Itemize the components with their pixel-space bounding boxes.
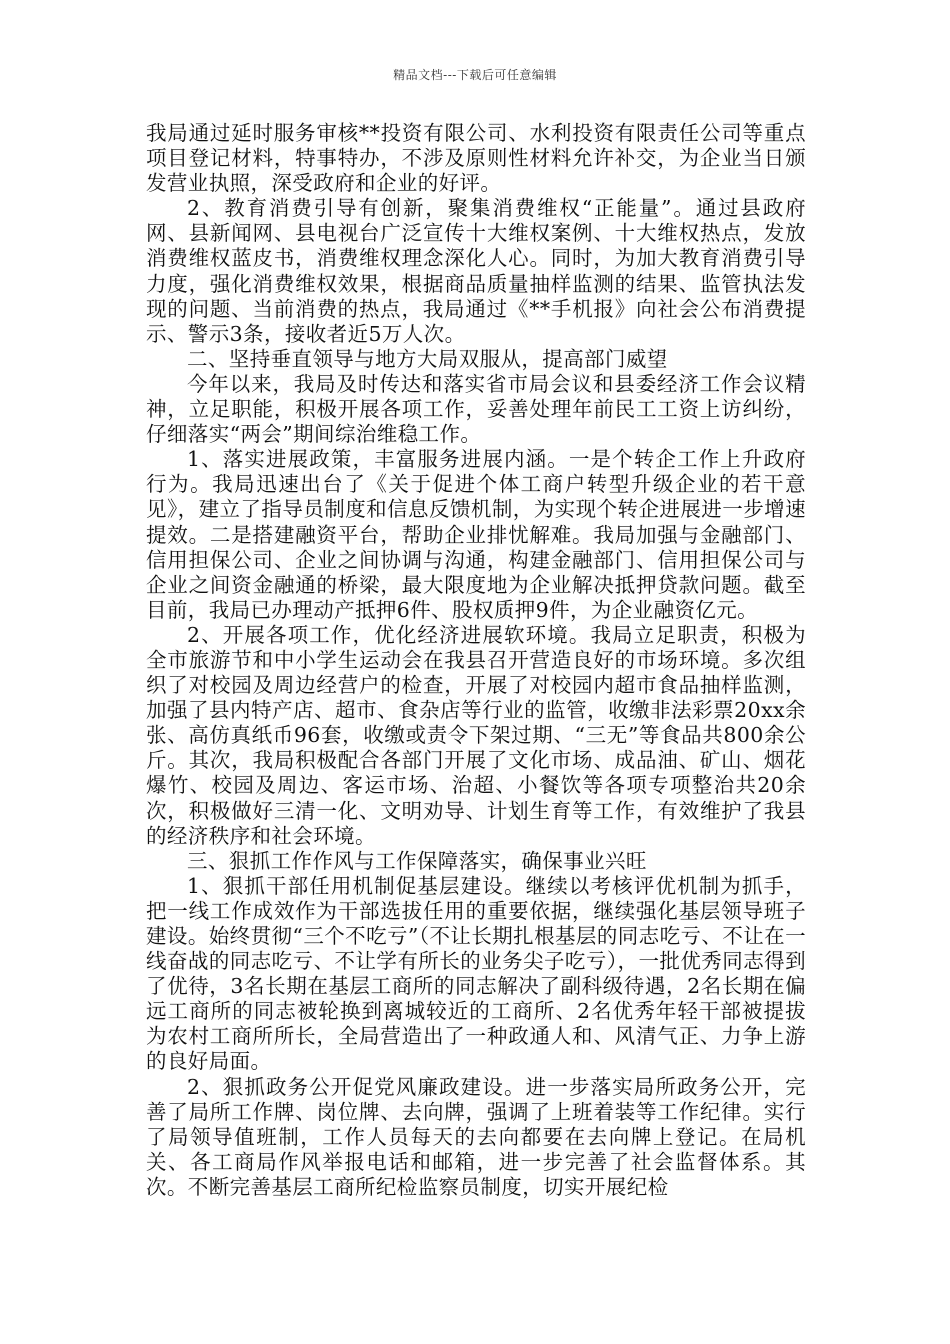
paragraph: 1、落实进展政策，丰富服务进展内涵。一是个转企工作上升政府行为。我局迅速出台了《关于促进个体工商户转型升级企业的若干意见》，建立了指导员制度和信息反馈机制，为实现个转企进展进一步增速提效。二是搭建融资平台，帮助企业排忧解难。我局加强与金融部门、信用担保公司、企业之间协调与沟通，构建金融部门、信用担保公司与企业之间资金融通的桥梁，最大限度地为企业解决抵押贷款问题。截至目前，我局已办理动产抵押6件、股权质押9件，为企业融资亿元。 xyxy=(146,447,806,622)
paragraph: 1、狠抓干部任用机制促基层建设。继续以考核评优机制为抓手，把一线工作成效作为干部选拔任用的重要依据，继续强化基层领导班子建设。始终贯彻“三个不吃亏”（不让长期扎根基层的同志吃亏、不让在一线奋战的同志吃亏、不让学有所长的业务尖子吃亏），一批优秀同志得到了优待，3名长期在基层工商所的同志解决了副科级待遇，2名长期在偏远工商所的同志被轮换到离城较近的工商所、2名优秀年轻干部被提拔为农村工商所所长，全局营造出了一种政通人和、风清气正、力争上游的良好局面。 xyxy=(146,873,806,1074)
section-heading: 二、坚持垂直领导与地方大局双服从，提高部门威望 xyxy=(187,346,668,371)
section-heading: 三、狠抓工作作风与工作保障落实，确保事业兴旺 xyxy=(187,848,647,873)
paragraph: 2、狠抓政务公开促党风廉政建设。进一步落实局所政务公开，完善了局所工作牌、岗位牌、去向牌，强调了上班着装等工作纪律。实行了局领导值班制，工作人员每天的去向都要在去向牌上登记。在局机关、各工商局作风举报电话和邮箱，进一步完善了社会监督体系。其次。不断完善基层工商所纪检监察员制度，切实开展纪检 xyxy=(146,1074,806,1199)
paragraph: 2、教育消费引导有创新，聚集消费维权“正能量”。通过县政府网、县新闻网、县电视台广泛宣传十大维权案例、十大维权热点，发放消费维权蓝皮书，消费维权理念深化人心。同时，为加大教育消费引导力度，强化消费维权效果，根据商品质量抽样监测的结果、监管执法发现的问题、当前消费的热点，我局通过《**手机报》向社会公布消费提示、警示3条，接收者近5万人次。 xyxy=(146,196,806,346)
page-header: 精品文档---下载后可任意编辑 xyxy=(393,68,557,82)
paragraph: 2、开展各项工作，优化经济进展软环境。我局立足职责，积极为全市旅游节和中小学生运动会在我县召开营造良好的市场环境。多次组织了对校园及周边经营户的检查，开展了对校园内超市食品抽样监测，加强了县内特产店、超市、食杂店等行业的监管，收缴非法彩票20xx余张、高仿真纸币96套，收缴或责令下架过期、“三无”等食品共800余公斤。其次，我局积极配合各部门开展了文化市场、成品油、矿山、烟花爆竹、校园及周边、客运市场、治超、小餐饮等各项专项整治共20余次，积极做好三清一化、文明劝导、计划生育等工作，有效维护了我县的经济秩序和社会环境。 xyxy=(146,622,806,848)
paragraph: 我局通过延时服务审核**投资有限公司、水利投资有限责任公司等重点项目登记材料，特事特办，不涉及原则性材料允许补交，为企业当日颁发营业执照，深受政府和企业的好评。 xyxy=(146,121,806,196)
paragraph: 今年以来，我局及时传达和落实省市局会议和县委经济工作会议精神，立足职能，积极开展各项工作，妥善处理年前民工工资上访纠纷，仔细落实“两会”期间综治维稳工作。 xyxy=(146,371,806,447)
document-body xyxy=(146,121,806,1200)
